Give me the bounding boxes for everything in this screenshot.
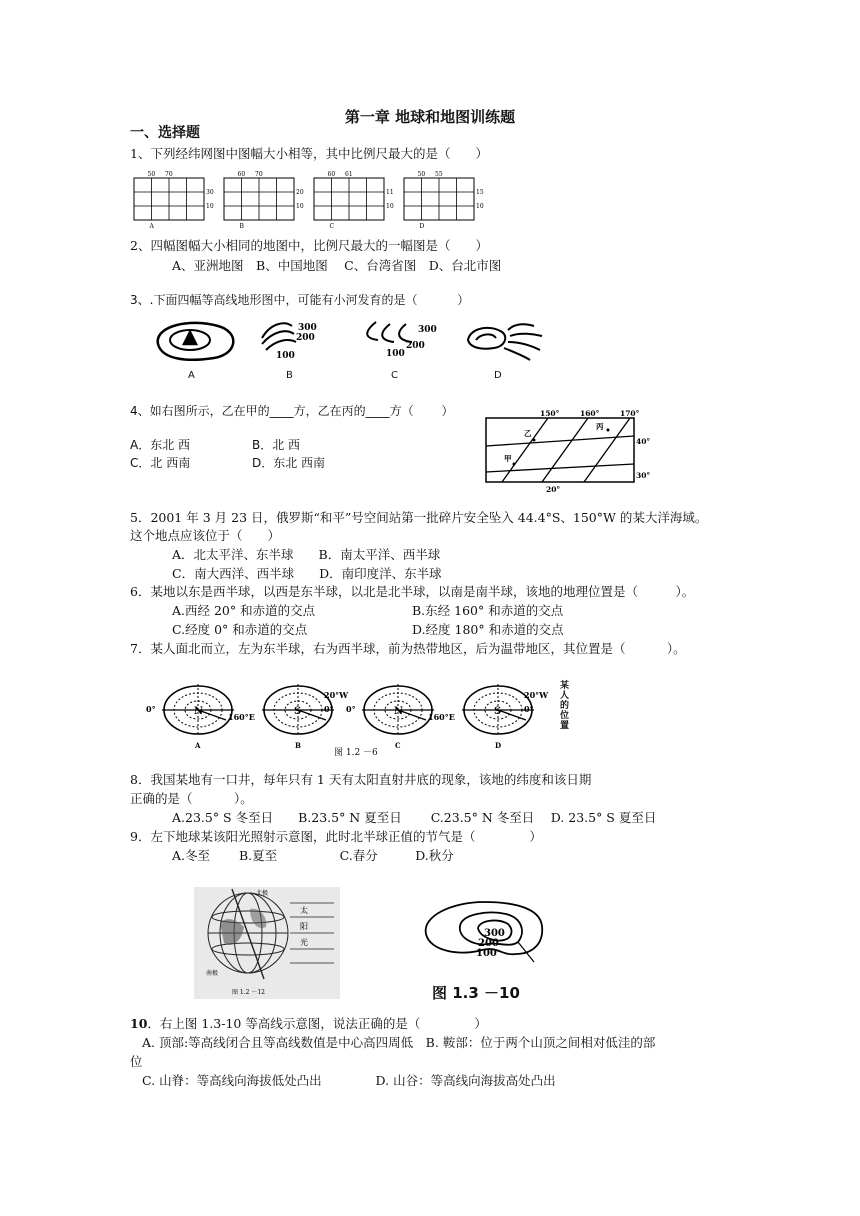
section-heading: 一、选择题 [130,125,200,141]
grid-right-label: 10 [386,203,394,210]
contour-b [262,323,317,361]
polar-top-right-label: 20°W [524,690,549,700]
contour-b-200: 200 [296,333,315,343]
q1-grid-figures [134,170,534,230]
fig10-200: 200 [478,938,499,949]
polar-letter: C [395,741,401,750]
q9-options: A.冬至 B.夏至 C.春分 D.秋分 [172,848,454,863]
grid-d [404,171,484,230]
q3-label-a: A [188,370,195,381]
grid-letter: B [239,223,244,230]
question-5-line2: 这个地点应该位于（ ） [130,528,281,543]
grid-right-label: 20 [296,189,304,196]
q6-option-d: D.经度 180° 和赤道的交点 [412,622,564,637]
polar-left-label: 0° [146,704,156,714]
grid-letter: A [149,223,154,230]
contour-b-300: 300 [298,323,317,333]
polar-right-label: 160°E [228,712,255,722]
q4-lat-40: 40° [636,437,651,446]
sun-char-3: 光 [300,938,308,947]
south-pole-label: 南极 [206,970,219,977]
contour-b-100: 100 [276,351,295,361]
polar-left-label: 0° [346,704,356,714]
q10-options-cd: C. 山脊：等高线向海拔低处凸出 D. 山谷：等高线向海拔高处凸出 [142,1073,556,1088]
page-title: 第一章 地球和地图训练题 [344,108,516,126]
q4-option-d: D．东北 西南 [252,456,326,470]
q10-options-ab-cont: 位 [130,1054,143,1069]
q4-point-yi: 乙 [524,429,532,438]
polar-b [262,684,349,750]
polar-letter: D [495,741,502,750]
contour-c-200: 200 [406,341,425,351]
q7-side-note: 某人的位置 [560,681,570,731]
q4-lat-30: 30° [636,471,651,480]
q3-contour-figures [150,312,570,382]
polar-right-label: 0° [324,704,334,714]
polar-pole: N [194,706,204,717]
question-8-line1: 8．我国某地有一口井，每年只有 1 天有太阳直射井底的现象，该地的纬度和该日期 [130,772,592,787]
q4-lon-170: 170° [620,409,640,418]
grid-top-label: 50 [417,171,426,178]
question-7: 7．某人面北而立，左为东半球，右为西半球，前为热带地区，后为温带地区，其位置是（ ）。 [130,641,686,656]
grid-top-label: 50 [147,171,156,178]
grid-top-label: 60 [327,171,336,178]
q7-polar-figures [148,676,588,756]
polar-right-label: 160°E [428,712,455,722]
polar-pole: S [494,706,502,717]
sun-char-2: 阳 [300,922,308,931]
q9-globe-figure [194,887,340,999]
grid-c [314,171,394,230]
polar-a [146,684,255,750]
q3-label-b: B [286,370,293,381]
q4-point-jia: 甲 [504,454,512,463]
grid-right-label: 30 [206,189,214,196]
grid-b [224,171,304,230]
q4-lat-lon-figure [484,408,664,494]
grid-right-label: 10 [206,203,214,210]
grid-right-label: 10 [296,203,304,210]
grid-right-label: 15 [476,189,484,196]
contour-c-100: 100 [386,349,405,359]
q4-lon-150: 150° [540,409,560,418]
question-5-line1: 5．2001 年 3 月 23 日，俄罗斯“和平”号空间站第一批碎片安全坠入 44.4°S、150°W 的某大洋海域。 [130,510,708,525]
q9-fig-caption: 图 1.2 －12 [232,989,265,996]
question-2-options: A、亚洲地图 B、中国地图 C、台湾省图 D、台北市图 [172,258,502,273]
grid-right-label: 10 [476,203,484,210]
grid-top-label: 61 [345,171,353,178]
question-10-number: 10 [130,1016,148,1031]
q6-option-b: B.东经 160° 和赤道的交点 [412,603,564,618]
polar-d [462,684,549,750]
question-10: ．右上图 1.3-10 等高线示意图，说法正确的是（ ） [147,1016,487,1031]
q8-options: A.23.5° S 冬至日 B.23.5° N 夏至日 C.23.5° N 冬至日 D. 23.5° S 夏至日 [172,810,657,825]
question-8-line2: 正确的是（ ）。 [130,791,253,806]
polar-letter: B [295,741,301,750]
q6-option-c: C.经度 0° 和赤道的交点 [172,622,308,637]
q3-label-c: C [391,370,398,381]
q4-option-a: A．东北 西 [130,438,191,452]
q5-options-1: A．北太平洋、东半球 B．南太平洋、西半球 [172,547,441,562]
q4-lon-160: 160° [580,409,600,418]
question-3: 3、.下面四幅等高线地形图中，可能有小河发育的是（ ） [130,293,470,307]
grid-top-label: 60 [237,171,246,178]
polar-pole: S [294,706,302,717]
question-9: 9．左下地球某该阳光照射示意图，此时北半球正值的节气是（ ） [130,829,542,844]
grid-top-label: 55 [435,171,443,178]
grid-letter: C [329,223,335,230]
polar-c [346,684,455,750]
contour-d [468,324,542,360]
polar-letter: A [195,741,201,750]
contour-c [367,322,437,359]
question-1: 1、下列经纬网图中图幅大小相等，其中比例尺最大的是（ ） [130,146,488,161]
grid-top-label: 70 [255,171,263,178]
question-6: 6．某地以东是西半球，以西是东半球，以北是北半球，以南是南半球，该地的地理位置是（ ）。 [130,584,695,599]
q4-option-b: B．北 西 [252,438,301,452]
contour-c-300: 300 [418,325,437,335]
question-2: 2、四幅图幅大小相同的地图中，比例尺最大的一幅图是（ ） [130,238,488,253]
grid-right-label: 11 [386,189,394,196]
fig10-300: 300 [484,928,505,939]
fig10-caption: 图 1.3 －10 [432,984,520,1002]
q10-options-ab: A. 顶部:等高线闭合且等高线数值是中心高四周低 B. 鞍部：位于两个山顶之间相对低洼的部 [142,1035,656,1050]
grid-top-label: 70 [165,171,173,178]
grid-a [134,171,214,230]
north-pole-label: 北极 [256,890,269,897]
contour-a [158,323,234,360]
q4-lon-20: 20° [546,485,561,494]
polar-top-right-label: 20°W [324,690,349,700]
q7-caption: 图 1.2 －6 [334,748,378,758]
fig10-100: 100 [476,948,497,959]
question-4: 4、如右图所示，乙在甲的____方，乙在丙的____方（ ） [130,404,454,418]
polar-pole: N [394,706,404,717]
sun-char-1: 太 [300,906,308,915]
q3-label-d: D [494,370,502,381]
fig10-contour-figure [422,896,552,966]
q6-option-a: A.西经 20° 和赤道的交点 [172,603,316,618]
q5-options-2: C．南大西洋、西半球 D．南印度洋、东半球 [172,566,442,581]
polar-right-label: 0° [524,704,534,714]
grid-letter: D [419,223,425,230]
q4-point-bing: 丙 [596,422,604,431]
q4-option-c: C．北 西南 [130,456,191,470]
